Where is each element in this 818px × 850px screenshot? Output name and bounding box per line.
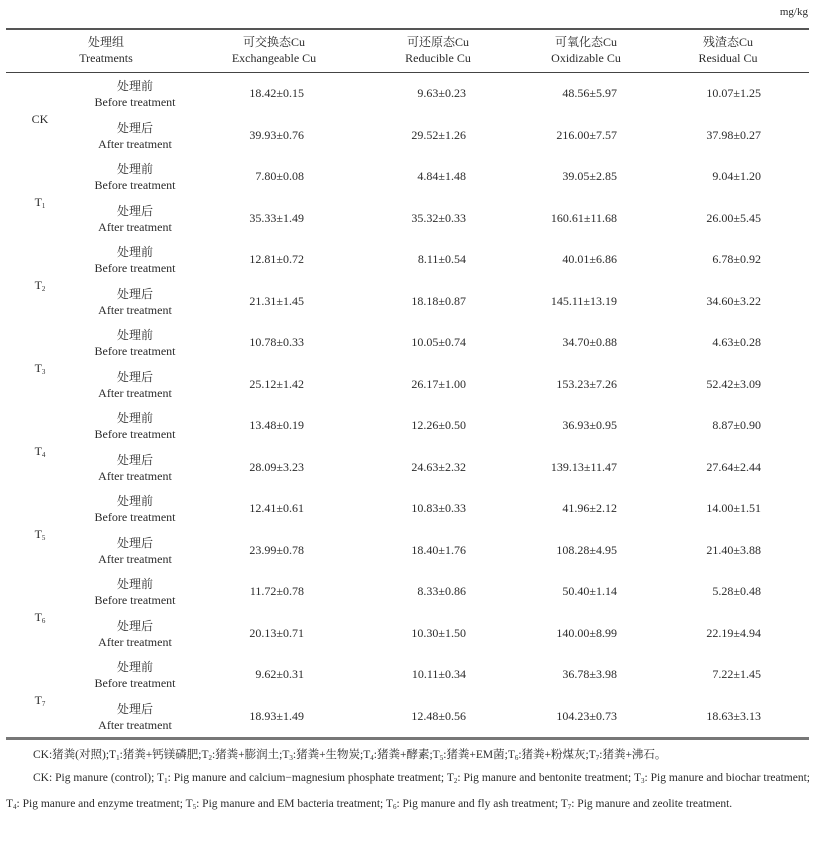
table-cell: 8.87±0.90 — [712, 418, 761, 432]
footnote-text: CK: Pig manure (control); T — [33, 772, 165, 784]
phase-label-en: Before treatment — [94, 95, 176, 109]
column-header — [658, 34, 798, 66]
footnote-text: :猪粪+膨润土;T — [211, 749, 290, 761]
group-label-subscript: 1 — [41, 201, 46, 210]
footnote-text: :猪粪+EM菌;T — [443, 749, 515, 761]
table-cell: 153.23±7.26 — [556, 376, 617, 391]
table-cell: 7.22±1.45 — [712, 667, 761, 681]
phase-label-en: After treatment — [98, 551, 172, 566]
table-cell: 145.11±13.19 — [550, 293, 617, 308]
footnote-text: : Pig manure and fly ash treatment; T — [396, 798, 568, 810]
column-header — [516, 34, 656, 66]
footnote-subscript: 1 — [116, 754, 120, 762]
table-cell: 14.00±1.51 — [706, 501, 761, 515]
column-header-en: Reducible Cu — [405, 51, 471, 65]
table-cell: 21.31±1.45 — [249, 293, 304, 308]
column-header-en: Treatments — [79, 51, 133, 65]
column-header-en: Residual Cu — [698, 51, 758, 65]
footnote-subscript: 4 — [13, 803, 17, 811]
group-label-subscript: 3 — [41, 367, 46, 376]
phase-label-en: After treatment — [98, 717, 172, 732]
phase-label-zh: 处理前 — [116, 660, 153, 674]
footnote-text: :猪粪+粉煤灰;T — [518, 749, 596, 761]
table-cell: 39.05±2.85 — [562, 169, 617, 183]
phase-label-en: After treatment — [98, 468, 172, 483]
table-cell: 7.80±0.08 — [255, 169, 304, 183]
footnote-text: : Pig manure and biochar treatment; T — [6, 772, 810, 810]
column-header — [368, 34, 508, 66]
table-cell: 9.63±0.23 — [417, 86, 466, 100]
table-cell: 36.93±0.95 — [562, 418, 617, 432]
table-cell: 48.56±5.97 — [562, 86, 617, 100]
footnote-text: : Pig manure and zeolite treatment. — [571, 798, 733, 810]
group-label-text: T — [34, 692, 42, 707]
footnote-text: :猪粪+沸石。 — [599, 749, 667, 761]
table-cell: 35.33±1.49 — [249, 210, 304, 225]
footnote-subscript: 7 — [567, 803, 572, 811]
phase-label — [80, 618, 190, 650]
table-cell: 10.07±1.25 — [706, 86, 761, 100]
phase-label — [80, 78, 190, 110]
footnote-text: : Pig manure and calcium−magnesium phosphate treatment; T — [167, 772, 454, 784]
table-cell: 12.81±0.72 — [249, 252, 304, 266]
group-label-text: T — [34, 526, 42, 541]
table-cell: 10.11±0.34 — [411, 667, 466, 681]
phase-label-zh: 处理后 — [116, 701, 153, 716]
table-cell: 4.63±0.28 — [712, 335, 761, 349]
group-label-text: T — [34, 277, 42, 292]
phase-label-zh: 处理后 — [116, 369, 153, 384]
footnote-subscript: 3 — [289, 754, 293, 762]
phase-label — [80, 535, 190, 567]
table-cell: 35.32±0.33 — [411, 210, 466, 225]
unit-label: mg/kg — [779, 6, 808, 18]
table-cell: 5.28±0.48 — [712, 584, 761, 598]
footnote-text: : Pig manure and enzyme treatment; T — [16, 798, 193, 810]
table-cell: 12.48±0.56 — [411, 708, 466, 723]
table-cell: 41.96±2.12 — [562, 501, 617, 515]
table-cell: 22.19±4.94 — [706, 625, 761, 640]
table-cell: 18.42±0.15 — [249, 86, 304, 100]
group-label — [22, 610, 58, 625]
group-label — [22, 361, 58, 376]
column-header-zh: 可还原态Cu — [406, 35, 469, 49]
footnote-text: : Pig manure and bentonite treatment; T — [457, 772, 641, 784]
table-cell: 26.00±5.45 — [706, 210, 761, 225]
footnote-subscript: 6 — [514, 754, 519, 762]
phase-label — [80, 452, 190, 484]
phase-label-zh: 处理后 — [116, 286, 153, 301]
group-label-text: T — [34, 360, 42, 375]
phase-label — [80, 576, 190, 608]
footnote-subscript: 6 — [392, 803, 397, 811]
phase-label — [80, 659, 190, 691]
group-label-text: T — [34, 443, 42, 458]
phase-label-en: Before treatment — [94, 344, 176, 358]
group-label-subscript: 5 — [41, 533, 46, 542]
phase-label-zh: 处理前 — [116, 79, 153, 93]
footnote-subscript: 3 — [640, 777, 645, 785]
table-cell: 10.83±0.33 — [411, 501, 466, 515]
phase-label-zh: 处理后 — [116, 203, 153, 218]
table-cell: 160.61±11.68 — [550, 210, 617, 225]
phase-label-zh: 处理前 — [116, 577, 153, 591]
phase-label-zh: 处理前 — [116, 162, 153, 176]
footnote-subscript: 1 — [164, 777, 168, 785]
table-cell: 11.72±0.78 — [249, 584, 304, 598]
table-cell: 23.99±0.78 — [249, 542, 304, 557]
column-header-en: Oxidizable Cu — [551, 51, 621, 65]
group-label — [22, 444, 58, 459]
phase-label — [80, 244, 190, 276]
footnote-subscript: 2 — [453, 777, 458, 785]
table-cell: 36.78±3.98 — [562, 667, 617, 681]
table-cell: 20.13±0.71 — [249, 625, 304, 640]
phase-label-zh: 处理前 — [116, 494, 153, 508]
table-cell: 140.00±8.99 — [556, 625, 617, 640]
table-cell: 139.13±11.47 — [550, 459, 617, 474]
table-cell: 8.33±0.86 — [417, 584, 466, 598]
table-cell: 9.62±0.31 — [255, 667, 304, 681]
table-cell: 24.63±2.32 — [411, 459, 466, 474]
group-label — [22, 527, 58, 542]
table-cell: 9.04±1.20 — [712, 169, 761, 183]
table-cell: 10.05±0.74 — [411, 335, 466, 349]
phase-label — [80, 410, 190, 442]
table-cell: 40.01±6.86 — [562, 252, 617, 266]
footnote-text: CK:猪粪(对照);T — [33, 749, 117, 761]
table-cell: 18.63±3.13 — [706, 708, 761, 723]
footnote-subscript: 5 — [439, 754, 444, 762]
phase-label — [80, 286, 190, 318]
footnote-text: :猪粪+酵素;T — [373, 749, 440, 761]
phase-label-en: After treatment — [98, 136, 172, 151]
footnote-text: :猪粪+钙镁磷肥;T — [119, 749, 209, 761]
phase-label-zh: 处理前 — [116, 411, 153, 425]
column-header-zh: 可交换态Cu — [242, 35, 305, 49]
footnote-subscript: 2 — [208, 754, 212, 762]
group-label-subscript: 7 — [41, 699, 46, 708]
phase-label-zh: 处理后 — [116, 120, 153, 135]
table-cell: 25.12±1.42 — [249, 376, 304, 391]
table-cell: 108.28±4.95 — [556, 542, 617, 557]
phase-label-en: After treatment — [98, 634, 172, 649]
table-cell: 18.18±0.87 — [411, 293, 466, 308]
footnote-text: :猪粪+生物炭;T — [292, 749, 371, 761]
table-cell: 10.30±1.50 — [411, 625, 466, 640]
table-cell: 18.93±1.49 — [249, 708, 304, 723]
table-cell: 37.98±0.27 — [706, 127, 761, 142]
phase-label-en: Before treatment — [94, 593, 176, 607]
phase-label — [80, 369, 190, 401]
phase-label-en: Before treatment — [94, 427, 176, 441]
footnote-subscript: 4 — [370, 754, 374, 762]
table-cell: 52.42±3.09 — [706, 376, 761, 391]
table-cell: 27.64±2.44 — [706, 459, 761, 474]
column-header — [36, 34, 176, 66]
table-cell: 34.60±3.22 — [706, 293, 761, 308]
table-cell: 4.84±1.48 — [417, 169, 466, 183]
phase-label-en: After treatment — [98, 385, 172, 400]
table-cell: 34.70±0.88 — [562, 335, 617, 349]
table-cell: 6.78±0.92 — [712, 252, 761, 266]
phase-label-en: Before treatment — [94, 676, 176, 690]
bottom-rule — [6, 737, 809, 740]
phase-label — [80, 493, 190, 525]
top-rule — [6, 28, 809, 30]
group-label — [22, 195, 58, 210]
column-header — [204, 34, 344, 66]
phase-label-zh: 处理前 — [116, 328, 153, 342]
column-header-zh: 残渣态Cu — [702, 35, 753, 49]
group-label — [22, 112, 58, 127]
column-header-en: Exchangeable Cu — [231, 51, 317, 65]
phase-label-zh: 处理后 — [116, 452, 153, 467]
group-label-subscript: 4 — [41, 450, 46, 459]
phase-label-zh: 处理后 — [116, 535, 153, 550]
table-cell: 104.23±0.73 — [556, 708, 617, 723]
phase-label — [80, 327, 190, 359]
table-cell: 12.26±0.50 — [411, 418, 466, 432]
phase-label-en: Before treatment — [94, 178, 176, 192]
phase-label-zh: 处理前 — [116, 245, 153, 259]
group-label — [22, 278, 58, 293]
group-label-text: T — [34, 609, 42, 624]
table-cell: 26.17±1.00 — [411, 376, 466, 391]
column-header-zh: 处理组 — [87, 35, 124, 49]
footnote-text: : Pig manure and EM bacteria treatment; T — [196, 798, 393, 810]
footnote-en — [6, 767, 810, 819]
phase-label-en: After treatment — [98, 219, 172, 234]
table-cell: 12.41±0.61 — [249, 501, 304, 515]
phase-label-zh: 处理后 — [116, 618, 153, 633]
table-cell: 50.40±1.14 — [562, 584, 617, 598]
group-label-subscript: 2 — [41, 284, 46, 293]
table-cell: 39.93±0.76 — [249, 127, 304, 142]
footnote-subscript: 5 — [192, 803, 197, 811]
group-label-text: T — [34, 194, 42, 209]
phase-label-en: After treatment — [98, 302, 172, 317]
group-label-subscript: 6 — [41, 616, 46, 625]
table-cell: 13.48±0.19 — [249, 418, 304, 432]
group-label-text: CK — [31, 111, 49, 126]
column-header-zh: 可氧化态Cu — [554, 35, 617, 49]
table-cell: 21.40±3.88 — [706, 542, 761, 557]
table-cell: 18.40±1.76 — [411, 542, 466, 557]
table-cell: 216.00±7.57 — [556, 127, 617, 142]
phase-label — [80, 161, 190, 193]
table-cell: 28.09±3.23 — [249, 459, 304, 474]
table-cell: 8.11±0.54 — [417, 252, 466, 266]
phase-label — [80, 120, 190, 152]
phase-label — [80, 701, 190, 733]
group-label — [22, 693, 58, 708]
header-rule — [6, 72, 809, 73]
phase-label — [80, 203, 190, 235]
phase-label-en: Before treatment — [94, 261, 176, 275]
table-cell: 10.78±0.33 — [249, 335, 304, 349]
table-cell: 29.52±1.26 — [411, 127, 466, 142]
phase-label-en: Before treatment — [94, 510, 176, 524]
footnote-subscript: 7 — [595, 754, 600, 762]
